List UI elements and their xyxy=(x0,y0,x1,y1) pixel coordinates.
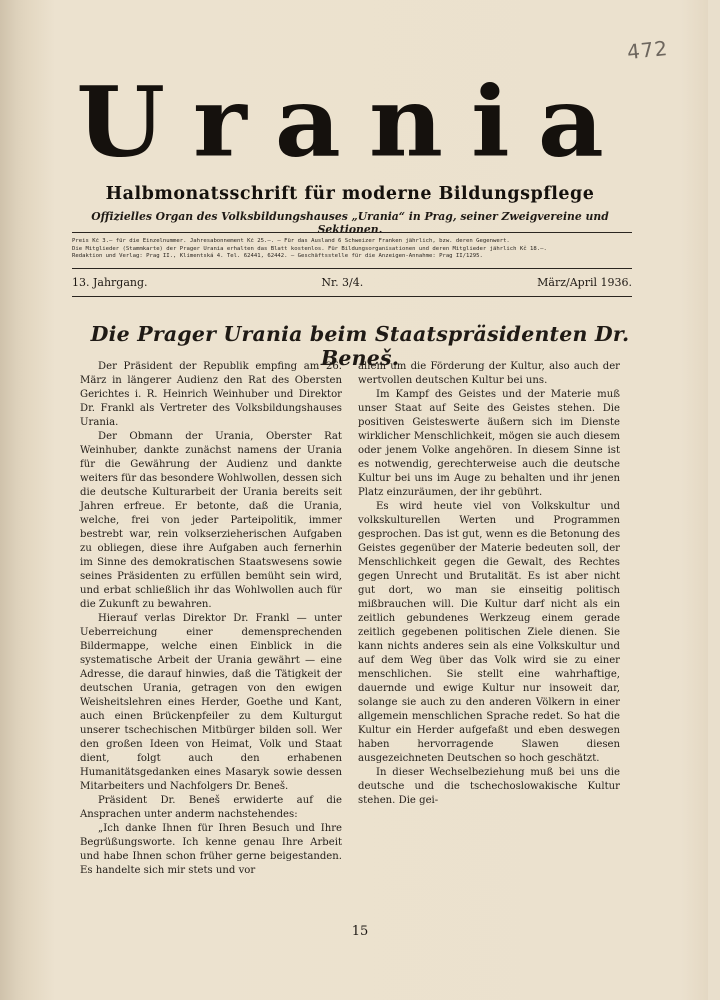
paragraph: Im Kampf des Geistes und der Materie muß unser Staat auf Seite des Geistes stehen. Die positiven Geisteswerte äußern sich im Dienste wirklicher Menschlichkeit, mögen sie auch diesem oder jenem Volke angehören. In diesem Sinne ist es notwendig, gerechterweise auch die deutsche Kultur bei uns im Auge zu behalten und ihr jenen Platz einzuräumen, der ihr gebührt. xyxy=(358,389,620,498)
issue-volume: 13. Jahrgang. xyxy=(72,276,148,289)
paragraph: Der Obmann der Urania, Oberster Rat Weinhuber, dankte zunächst namens der Urania für die Gewährung der Audienz und dankte weiters für das besondere Wohlwollen, dessen sich die deutsche Kulturarbeit der Urania bereits seit Jahren erfreue. Er betonte, daß die Urania, welche, frei von jeder Parteipolitik, immer bestrebt war, rein volkserzieherischen Aufgaben zu obliegen, diese ihre Aufgaben auch fernerhin im Sinne des demokratischen Staatswesens sowie seines Präsidenten zu erfüllen bemüht sein wird, und erbat schließlich ihr das Wohlwollen auch für die Zukunft zu bewahren. xyxy=(80,431,342,610)
article-right-column xyxy=(358,360,620,808)
pencil-annotation: 472 xyxy=(625,35,670,65)
paragraph: Präsident Dr. Beneš erwiderte auf die Ansprachen unter anderm nachstehendes: xyxy=(80,795,342,820)
article-title: Die Prager Urania beim Staatspräsidenten Dr. Beneš. xyxy=(90,322,630,370)
binding-shadow xyxy=(0,0,28,1000)
rule-bottom xyxy=(72,296,632,297)
rule-middle xyxy=(72,268,632,269)
issue-info-row xyxy=(72,276,632,289)
article-left-column xyxy=(80,360,342,878)
page-number: 15 xyxy=(351,924,369,939)
masthead-title: Urania xyxy=(76,65,632,179)
paragraph: allem um die Förderung der Kultur, also auch der wertvollen deutschen Kultur bei uns. xyxy=(358,361,620,386)
paragraph: Hierauf verlas Direktor Dr. Frankl — unter Ueberreichung einer demensprechenden Bildermappe, welche einen Einblick in die systematische Arbeit der Urania gewährt — eine Adresse, die darauf hinwies, daß die Tätigkeit der deutschen Urania, getragen von den ewigen Weisheitslehren eines Herder, Goethe und Kant, auch einen Brückenpfeiler zu dem Kulturgut unserer tschechischen Mitbürger bilden soll. Wer den großen Ideen von Heimat, Volk und Staat dient, folgt auch den erhabenen Humanitätsgedanken eines Masaryk sowie dessen Mitarbeiters und Nachfolgers Dr. Beneš. xyxy=(80,613,342,792)
price-line-1: Preis Kč 3.— für die Einzelnummer. Jahresabonnement Kč 25.—. — Für das Ausland 6 Schweizer Franken jährlich, bzw. deren Gegenwert. xyxy=(72,238,510,244)
paragraph: „Ich danke Ihnen für Ihren Besuch und Ihre Begrüßungsworte. Ich kenne genau Ihre Arbeit und habe Ihnen schon früher gerne beigestanden. Es handelte sich mir stets und vor xyxy=(80,823,342,876)
price-line-2: Die Mitglieder (Stammkarte) der Prager Urania erhalten das Blatt kostenlos. Für Bildungsorganisationen und deren Mitglieder jährlich Kč 18.—. xyxy=(72,245,547,252)
masthead-organ-line: Offizielles Organ des Volksbildungshauses „Urania“ in Prag, seiner Zweigvereine und Sektionen. xyxy=(91,210,609,236)
rule-top xyxy=(72,232,632,233)
price-line-3: Redaktion und Verlag: Prag II., Klimentská 4. Tel. 62441, 62442. — Geschäftsstelle für die Anzeigen-Annahme: Prag II/1295. xyxy=(72,253,483,259)
issue-date: März/April 1936. xyxy=(537,276,632,289)
price-info xyxy=(72,238,632,261)
masthead-subtitle: Halbmonatsschrift für moderne Bildungspflege xyxy=(105,184,595,204)
issue-number: Nr. 3/4. xyxy=(321,276,364,289)
paragraph: In dieser Wechselbeziehung muß bei uns die deutsche und die tschechoslowakische Kultur stehen. Die gei- xyxy=(358,767,620,806)
paragraph: Der Präsident der Republik empfing am 26. März in längerer Audienz den Rat des Obersten Gerichtes i. R. Heinrich Weinhuber und Direktor Dr. Frankl als Vertreter des Volksbildungshauses Urania. xyxy=(80,361,342,428)
paragraph: Es wird heute viel von Volkskultur und volkskulturellen Werten und Programmen gesprochen. Das ist gut, wenn es die Betonung des Geistes gegenüber der Materie bedeuten soll, der Menschlichkeit gegen die Gewalt, des Rechtes gegen Unrecht und Brutalität. Es ist aber nicht gut dort, wo man sie einseitig politisch mißbrauchen will. Die Kultur darf nicht als ein zeitlich gebundenes Werkzeug einem gerade zeitlich gegebenen politischen Ziele dienen. Sie kann nichts anderes sein als eine Volkskultur und auf dem Weg über das Volk wird sie zu einer menschlichen. Sie stellt eine wahrhaftige, dauernde und ewige Kultur nur insoweit dar, solange sie auch zu den anderen Völkern in einer allgemein menschlichen Sprache redet. So hat die Kultur ein Herder aufgefaßt und eben deswegen haben hervorragende Slawen diesen ausgezeichneten Deutschen so hoch geschätzt. xyxy=(358,501,620,764)
